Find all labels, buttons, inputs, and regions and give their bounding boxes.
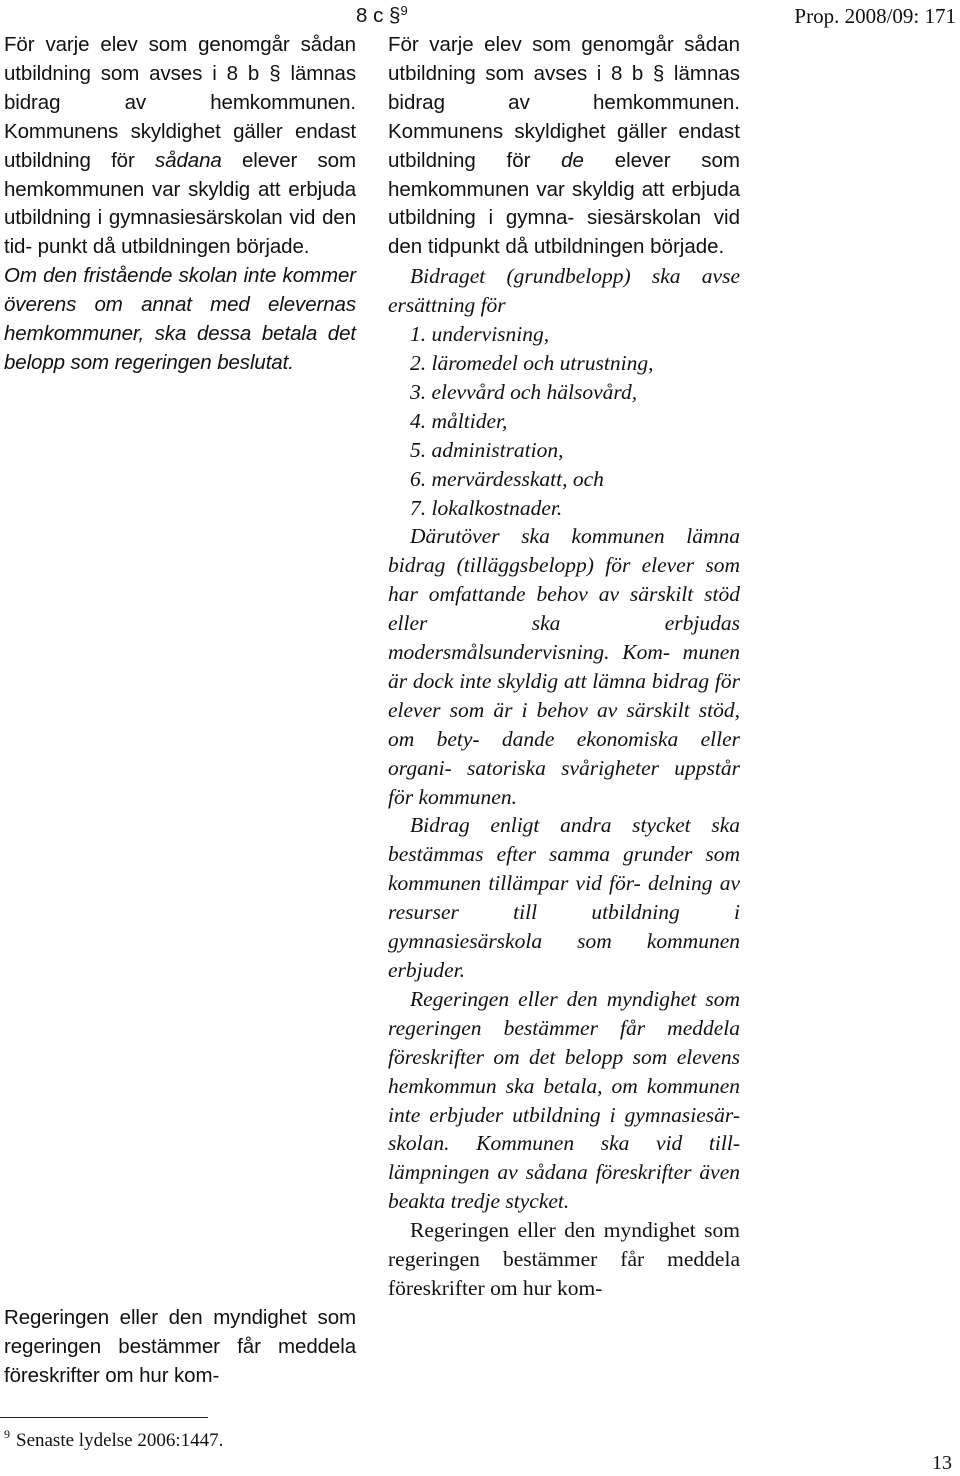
page-number: 13	[932, 1452, 952, 1474]
right-paragraph-3: Bidrag enligt andra stycket ska bestämmas efter samma grunder som kommunen tillämpar vid för- delning av resurser till utbildning i gymnasiesärskola som kommunen erbjuder.	[388, 813, 740, 982]
footnote-mark: 9	[4, 1427, 10, 1441]
right-paragraph-1-rest: elever som hemkommunen var skyldig att erbjuda utbildning i gymna- siesärskolan vid den tidpunkt då utbildningen började.	[388, 148, 740, 259]
list-item: 2. läromedel och utrustning,	[410, 350, 654, 375]
section-label: 8 c §	[356, 4, 401, 27]
list-item: 5. administration,	[410, 437, 564, 462]
left-paragraph-1-rest: elever som hemkommunen var skyldig att erbjuda utbildning i gymnasiesärskolan vid den tid- punkt då utbildningen började.	[4, 148, 356, 259]
list-item: 1. undervisning,	[410, 322, 550, 347]
proposition-reference: Prop. 2008/09: 171	[794, 4, 956, 28]
right-paragraph-1-text: För varje elev som genomgår sådan utbildning som avses i 8 b § lämnas bidrag av hemkommunen. Kommunens skyldighet gäller endast utbildning för	[388, 33, 740, 172]
list-item: 4. måltider,	[410, 408, 508, 433]
right-paragraph-4: Regeringen eller den myndighet som regeringen bestämmer får meddela föreskrifter om det belopp som elevens hemkommun ska betala, om kommunen inte erbjuder utbildning i gymnasiesär- skolan. Kommunen ska vid till- lämpningen av sådana föreskrifter även beakta tredje stycket.	[388, 986, 740, 1214]
right-paragraph-5: Regeringen eller den myndighet som regeringen bestämmer får meddela föreskrifter om hur kom-	[388, 1218, 740, 1300]
list-item: 6. mervärdesskatt, och	[410, 466, 604, 491]
left-paragraph-1-emphasis: sådana	[155, 148, 222, 172]
footnote	[4, 1427, 223, 1452]
right-paragraph-2: Därutöver ska kommunen lämna bidrag (tilläggsbelopp) för elever som har omfattande behov av särskilt stöd eller ska erbjudas modersmålsundervisning. Kom- munen är dock inte skyldig att lämna bidrag för elever som är i behov av särskilt stöd, om bety- dande ekonomiska eller organi- satoriska svårigheter uppstår för kommunen.	[388, 524, 740, 809]
right-paragraph-1	[388, 31, 740, 262]
left-paragraph-1-text: För varje elev som genomgår sådan utbildning som avses i 8 b § lämnas bidrag av hemkommunen. Kommunens skyldighet gäller endast utbildning för	[4, 33, 356, 172]
right-paragraph-1-emphasis: de	[561, 148, 584, 172]
left-paragraph-2: Om den fristående skolan inte kommer överens om annat med elevernas hemkommuner, ska dessa betala det belopp som regeringen beslutat.	[4, 264, 356, 374]
section-heading	[356, 3, 408, 28]
footnote-reference-mark: 9	[400, 3, 408, 18]
list-item: 7. lokalkostnader.	[410, 495, 563, 520]
right-list-intro: Bidraget (grundbelopp) ska avse ersättning för	[388, 264, 740, 318]
footnote-text: Senaste lydelse 2006:1447.	[16, 1430, 224, 1451]
footnote-divider	[0, 1417, 208, 1418]
left-paragraph-1	[4, 31, 356, 262]
list-item: 3. elevvård och hälsovård,	[410, 379, 638, 404]
left-paragraph-3: Regeringen eller den myndighet som regeringen bestämmer får meddela föreskrifter om hur kom-	[4, 1306, 356, 1387]
